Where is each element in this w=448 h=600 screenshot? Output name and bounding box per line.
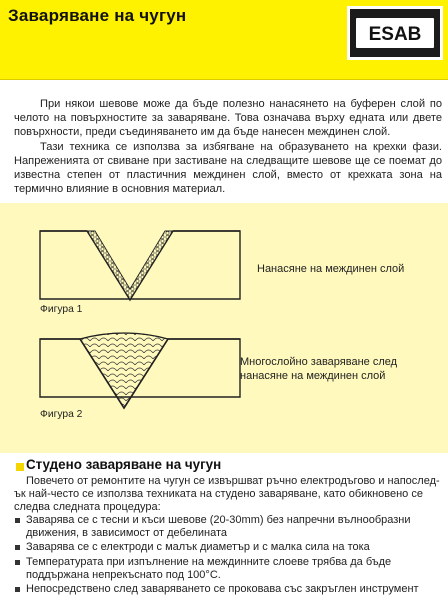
list-item: Заварява се с електроди с малък диаметър и с малка сила на тока xyxy=(14,541,442,554)
section-bullet-icon xyxy=(16,463,24,471)
figure-2-caption-line: нанасяне на междинен слой xyxy=(240,370,386,382)
figure-2-drawing xyxy=(40,333,240,408)
logo-text: ESAB xyxy=(368,24,422,45)
list-item: Заварява се с тесни и къси шевове (20-30mm) без напречни вълнообразни движения, в зависимост от дебелината xyxy=(14,514,442,540)
list-item: Непосредствено след заваряването се проковава със закръглен инструмент xyxy=(14,583,442,596)
page-title: Заваряване на чугун xyxy=(8,6,187,25)
list-item: Температурата при изпълнение на междинните слоеве трябва да бъде поддържана непрекъснато под 100°C. xyxy=(14,556,442,582)
page-header xyxy=(0,0,448,80)
figure-2-label: Фигура 2 xyxy=(40,409,83,420)
paragraph: Тази техника се използва за избягване на образуването на крехки фази. Напреженията от свиване при застиване на следващите шевове ще се поемат до известна степен от пластичния междинен слой, вместо от крехката зона на термично влияние в основния материал. xyxy=(14,140,442,196)
intro-text xyxy=(14,97,442,196)
figure-2-caption-line: Многослойно заваряване след xyxy=(240,356,398,368)
esab-logo xyxy=(347,6,443,60)
section-intro: Повечето от ремонтите на чугун се извършват ръчно електродъгово и напослед-ък най-често се използва техниката на студено заваряване, като обикновено се следва следната процедура: xyxy=(14,475,440,514)
figure-1-label: Фигура 1 xyxy=(40,304,83,315)
section-title: Студено заваряване на чугун xyxy=(26,457,222,472)
figures-panel xyxy=(0,203,448,453)
paragraph: При някои шевове може да бъде полезно нанасянето на буферен слой по челото на повърхностите за заваряване. Това означава върху едната или двете повърхности, преди съединяването им да бъде нанесен междинен слой. xyxy=(14,98,442,139)
figure-1-caption: Нанасяне на междинен слой xyxy=(257,263,405,275)
figure-2-caption xyxy=(240,355,397,383)
figure-1-drawing xyxy=(40,231,240,300)
procedure-list xyxy=(14,514,442,597)
